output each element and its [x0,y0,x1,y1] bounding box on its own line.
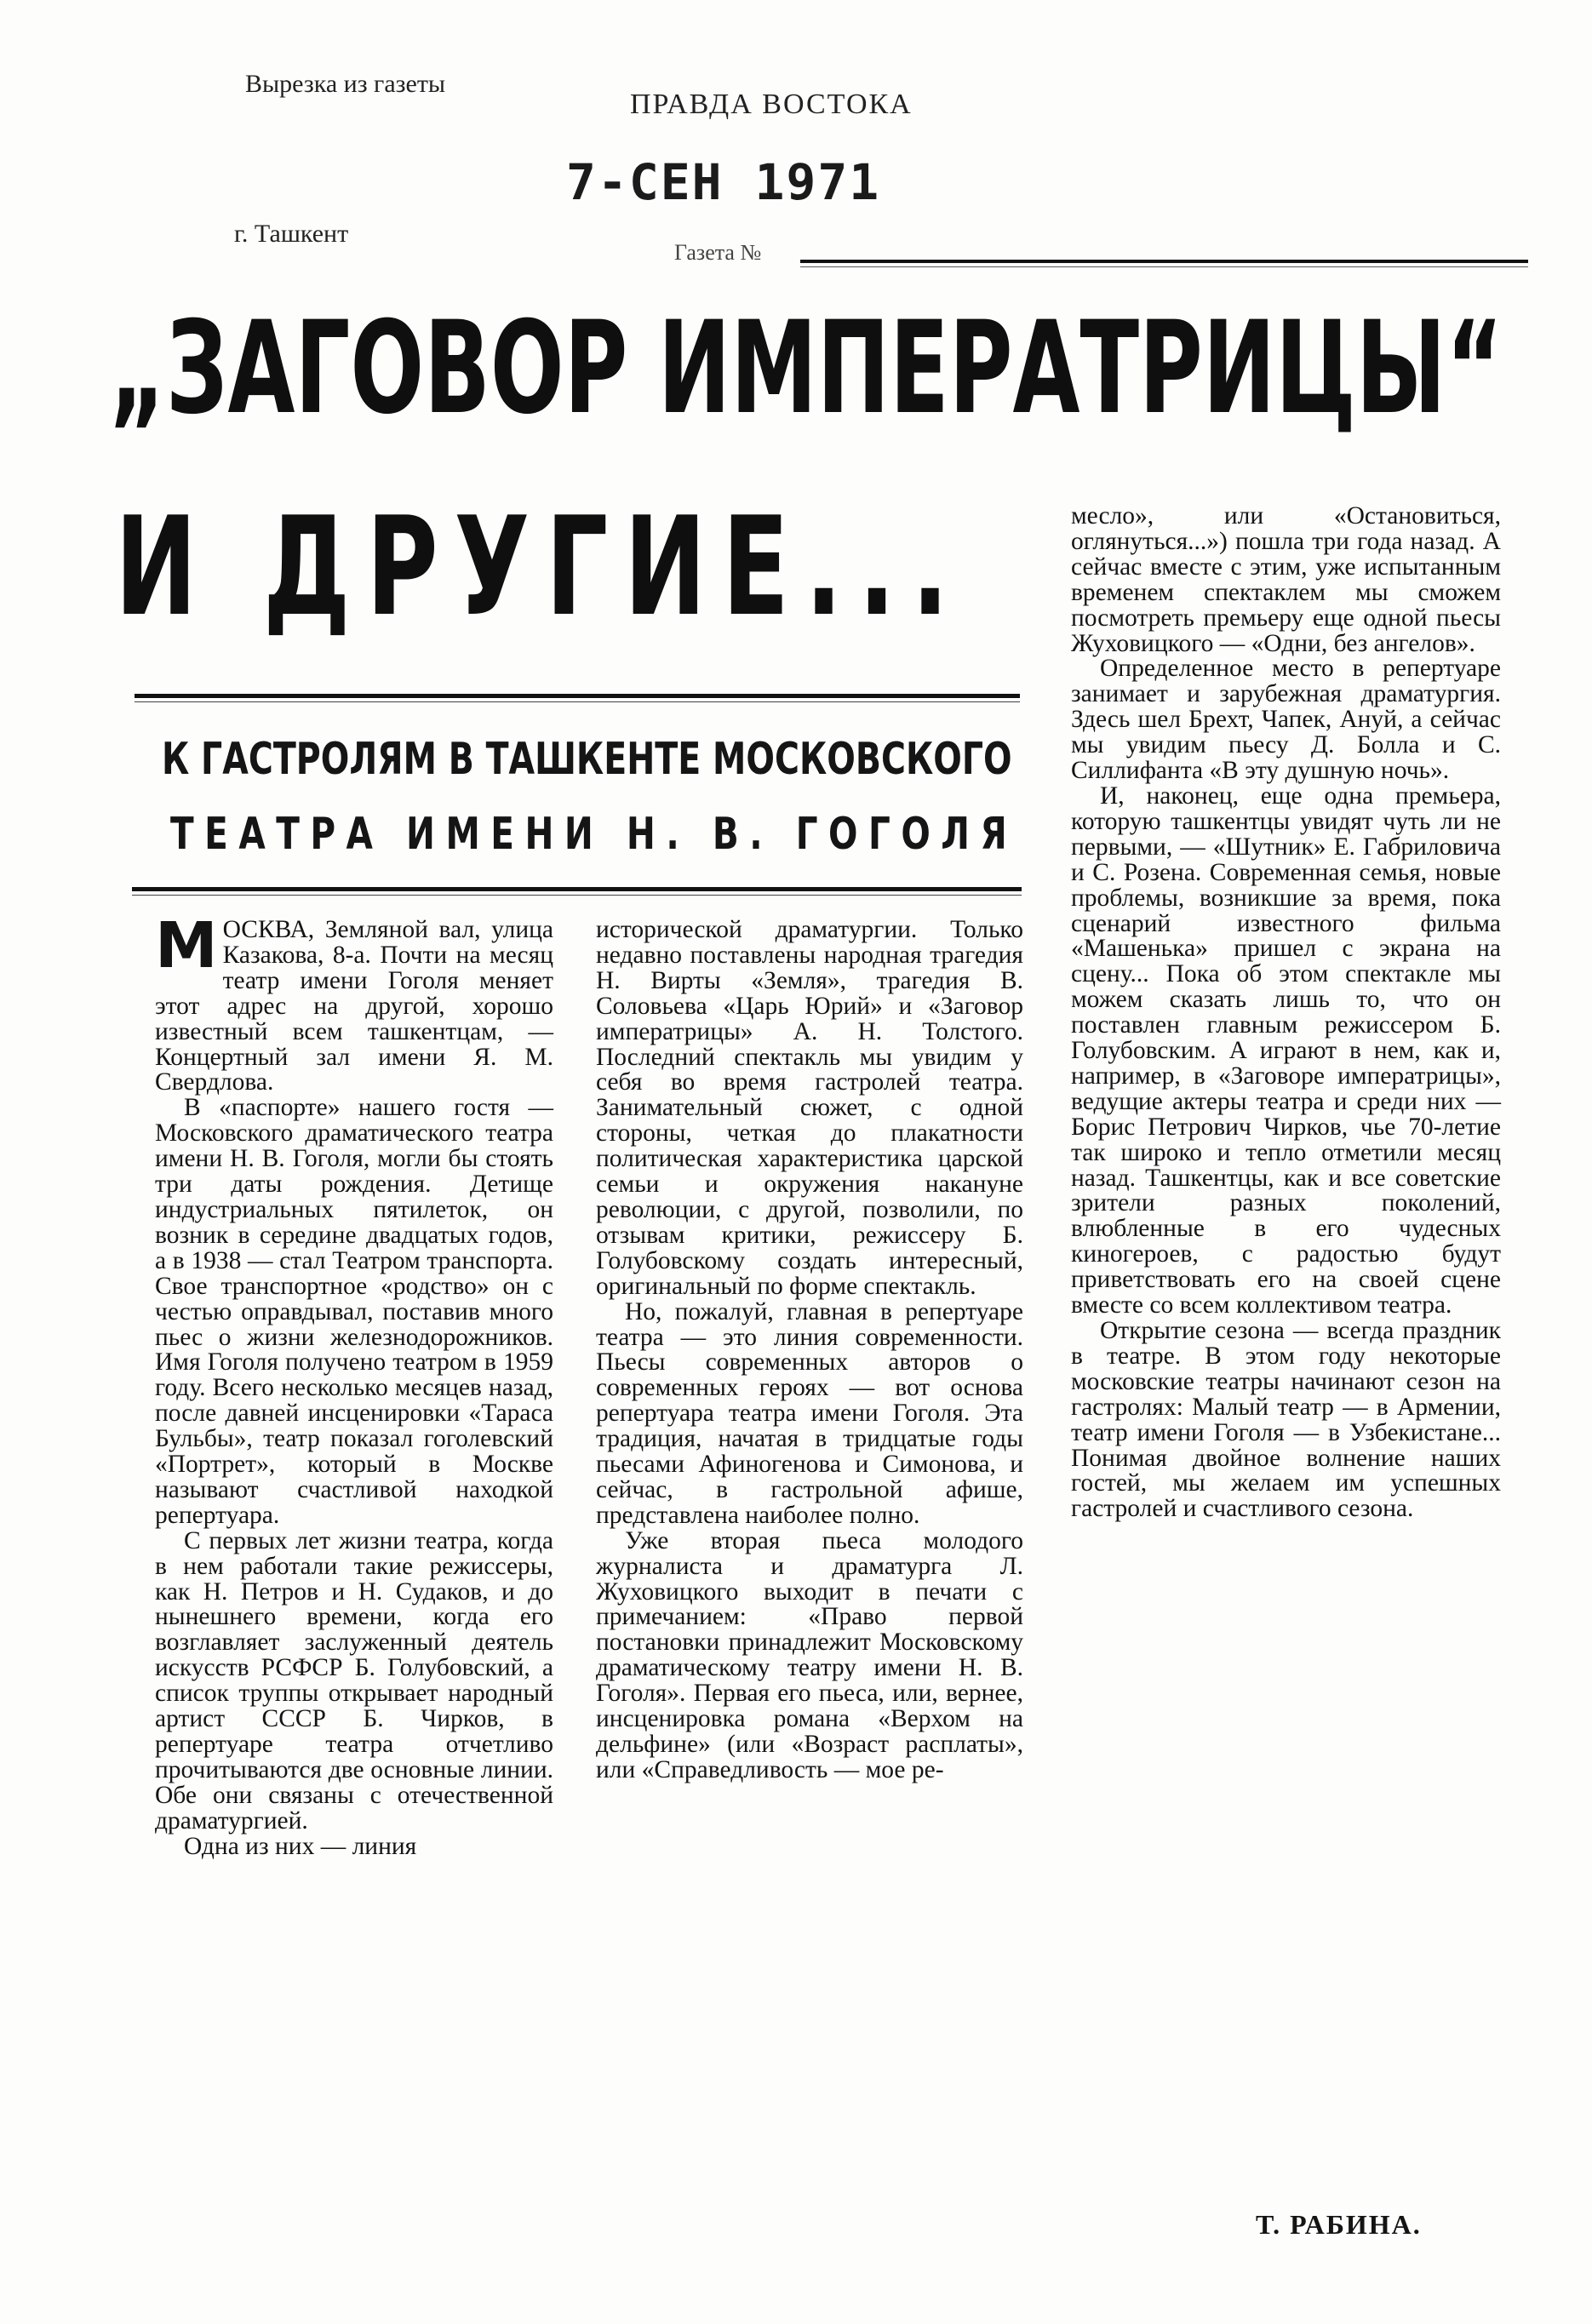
col1-paragraph-2: В «паспорте» нашего гостя — Московского драматического театра имени Н. В. Гоголя, могли бы стоять три даты рождения. Детище индустриальных пятилеток, он возник в середине двадцатых годов, а в 1938 — стал Театром транспорта. Свое транспортное «родство» он с честью оправдывал, поставив много пьес о жизни железнодорожников. Имя Гоголя получено театром в 1959 году. Всего несколько месяцев назад, после давней инсценировки «Тараса Бульбы», театр показал гоголевский «Портрет», который в Москве называют счастливой находкой репертуара. [155,1094,553,1529]
subheadline-line1: К ГАСТРОЛЯМ В ТАШКЕНТЕ МОСКОВСКОГО [162,734,1012,785]
col3-paragraph-3: И, наконец, еще одна премьера, которую ташкентцы увидят чуть ли не первыми, — «Шутник» Е. Габриловича и С. Розена. Современная семья, новые проблемы, возникшие за время, пока сценарий известного фильма «Машенька» пришел с экрана на сцену... Пока об этом спектакле мы можем сказать лишь то, что он поставлен главным режиссером Б. Голубовским. А играют в нем, как и, например, в «Заговоре императрицы», ведущие актеры театра и среди них — Борис Петрович Чирков, чье 70-летие так широко и тепло отметили месяц назад. Ташкентцы, как и все советские зрители разных поколений, влюбленные в его чудесных киногероев, с радостью будут приветствовать его на своей сцене вместе со всем коллективом театра. [1071,781,1501,1319]
drop-cap: М [155,909,218,982]
issue-label: Газета № [674,240,762,265]
article-column-2 [596,918,1023,1783]
col2-paragraph-1: исторической драматургии. Только недавно поставлены народная трагедия Н. Вирты «Земля», трагедия В. Соловьева «Царь Юрий» и «Заговор императрицы» А. Н. Толстого. Последний спектакль мы увидим у себя во время гастролей театра. Занимательный сюжет, с одной стороны, четкая до плакатности политическая характеристика царской семьи и окружения накануне революции, с другой, позволили, по отзывам критики, режиссеру Б. Голубовскому создать интересный, оригинальный по форме спектакль. [596,916,1023,1300]
col1-paragraph-3: С первых лет жизни театра, когда в нем работали такие режиссеры, как Н. Петров и Н. Судаков, и до нынешнего времени, когда его возглавляет заслуженный деятель искусств РСФСР Б. Голубовский, а список труппы открывает народный артист СССР Б. Чирков, в репертуаре театра отчетливо прочитываются две основные линии. Обе они связаны с отечественной драматургией. [155,1526,553,1835]
header-rule-thin [800,266,1528,267]
col1-paragraph-4: Одна из них — линия [184,1832,417,1860]
article-column-1 [155,909,553,1860]
clipping-label: Вырезка из газеты [245,70,446,98]
subhead-bottom-rule [132,887,1022,891]
header-rule [800,260,1528,263]
col1-p1-text: ОСКВА, Земляной вал, улица Казакова, 8-а. Почти на месяц театр имени Гоголя меняет этот адрес на другой, хорошо известный всем ташкентцам, — Концертный зал имени Я. М. Свердлова. [155,916,553,1096]
article-column-3 [1071,504,1501,1522]
col2-paragraph-3: Уже вторая пьеса молодого журналиста и драматурга Л. Жуховицкого выходит в печати с примечанием: «Право первой постановки принадлежит Московскому драматическому театру имени Н. В. Гоголя». Первая его пьеса, или, вернее, инсценировка романа «Верхом на дельфине» (или «Возраст расплаты», или «Справедливость — мое ре- [596,1526,1023,1783]
col3-paragraph-4: Открытие сезона — всегда праздник в театре. В этом году некоторые московские театры начинают сезон на гастролях: Малый театр — в Армении, театр имени Гоголя — в Узбекистане... Понимая двойное волнение наших гостей, мы желаем им успешных гастролей и счастливого сезона. [1071,1317,1501,1523]
newspaper-name: ПРАВДА ВОСТОКА [630,89,913,120]
col2-paragraph-2: Но, пожалуй, главная в репертуаре театра — это линия современности. Пьесы современных авторов о современных героях — вот основа репертуара театра имени Гоголя. Эта традиция, начатая в тридцатые годы пьесами Афиногенова и Симонова, и сейчас, в гастрольной афише, представлена наиболее полно. [596,1297,1023,1529]
subhead-bottom-rule-thin [132,895,1022,896]
headline-line2: И ДРУГИЕ... [115,487,965,646]
subhead-top-rule-thin [135,701,1020,702]
subhead-top-rule [135,694,1020,698]
col3-paragraph-2: Определенное место в репертуаре занимает и зарубежная драматургия. Здесь шел Брехт, Чапек, Ануй, а сейчас мы увидим пьесу Д. Болла и С. Силлифанта «В эту душную ночь». [1071,655,1501,785]
subheadline-line2: ТЕАТРА ИМЕНИ Н. В. ГОГОЛЯ [170,809,1018,860]
date-stamp: 7-СЕН 1971 [566,153,881,211]
author-signature: Т. РАБИНА. [1256,2209,1422,2240]
city-label: г. Ташкент [234,220,349,248]
col3-paragraph-1: месло», или «Остановиться, оглянуться...») пошла три года назад. А сейчас вместе с этим, уже испытанным временем спектаклем мы сможем посмотреть премьеру еще одной пьесы Жуховицкого — «Одни, без ангелов». [1071,502,1501,657]
headline-line1: „ЗАГОВОР ИМПЕРАТРИЦЫ“ [109,295,1503,443]
col1-paragraph-1 [155,909,553,1096]
